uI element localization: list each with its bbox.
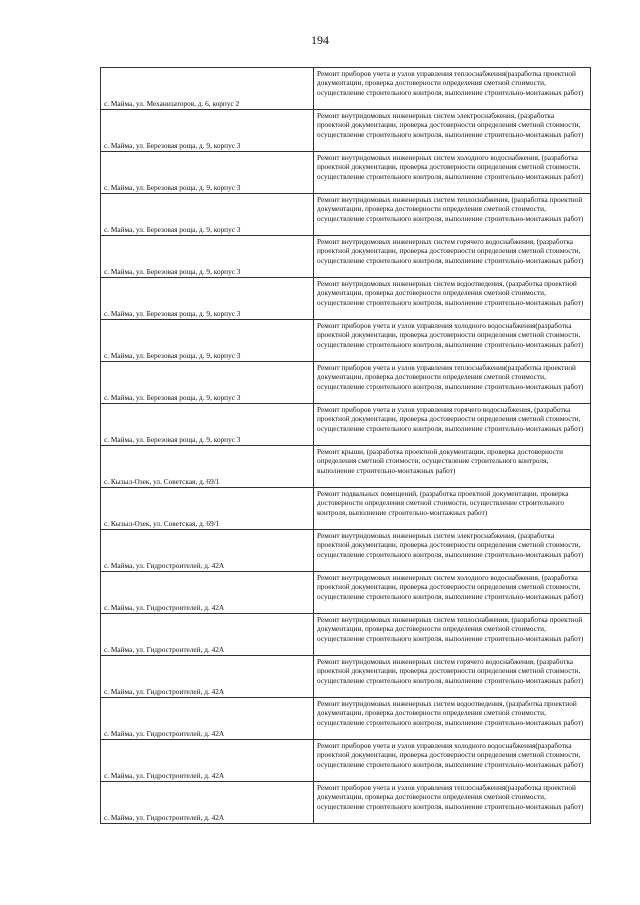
address-cell: с. Майма, ул. Березовая роща, д. 9, корпус 3 <box>101 236 314 278</box>
address-cell: с. Майма, ул. Березовая роща, д. 9, корпус 3 <box>101 362 314 404</box>
table-row <box>101 740 591 782</box>
work-description-cell: Ремонт внутридомовых инженерных систем водоотведения, (разработка проектной документации, проверка достоверности определения сметной стоимости, осуществление строительного контроля, выполнение строительно-монтажных работ) <box>314 278 591 320</box>
address-cell: с. Майма, ул. Гидростроителей, д. 42А <box>101 656 314 698</box>
table-row <box>101 530 591 572</box>
address-cell: с. Майма, ул. Березовая роща, д. 9, корпус 3 <box>101 110 314 152</box>
address-cell: с. Майма, ул. Березовая роща, д. 9, корпус 3 <box>101 404 314 446</box>
page-number: 194 <box>311 33 329 47</box>
table-row <box>101 362 591 404</box>
address-cell: с. Майма, ул. Березовая роща, д. 9, корпус 3 <box>101 320 314 362</box>
address-cell: с. Кызыл-Озек, ул. Советская, д. 69/1 <box>101 446 314 488</box>
table-row <box>101 320 591 362</box>
work-description-cell: Ремонт внутридомовых инженерных систем холодного водоснабжения, (разработка проектной документации, проверка достоверности определения сметной стоимости, осуществление строительного контроля, выполнение строительно-монтажных работ) <box>314 572 591 614</box>
table-row <box>101 698 591 740</box>
table-row <box>101 572 591 614</box>
table-row <box>101 110 591 152</box>
work-description-cell: Ремонт приборов учета и узлов управления теплоснабжения(разработка проектной документации, проверка достоверности определения сметной стоимости, осуществление строительного контроля, выполнение строительно-монтажных работ) <box>314 782 591 824</box>
work-description-cell: Ремонт приборов учета и узлов управления холодного водоснабжения(разработка проектной документации, проверка достоверности определения сметной стоимости, осуществление строительного контроля, выполнение строительно-монтажных работ) <box>314 740 591 782</box>
address-cell: с. Майма, ул. Механизаторов, д. 6, корпус 2 <box>101 68 314 110</box>
work-description-cell: Ремонт внутридомовых инженерных систем горячего водоснабжения, (разработка проектной документации, проверка достоверности определения сметной стоимости, осуществление строительного контроля, выполнение строительно-монтажных работ) <box>314 656 591 698</box>
table-row <box>101 152 591 194</box>
work-description-cell: Ремонт внутридомовых инженерных систем теплоснабжения, (разработка проектной документации, проверка достоверности определения сметной стоимости, осуществление строительного контроля, выполнение строительно-монтажных работ) <box>314 614 591 656</box>
address-cell: с. Майма, ул. Гидростроителей, д. 42А <box>101 698 314 740</box>
table-row <box>101 782 591 824</box>
address-cell: с. Майма, ул. Березовая роща, д. 9, корпус 3 <box>101 194 314 236</box>
table-row <box>101 404 591 446</box>
work-description-cell: Ремонт приборов учета и узлов управления холодного водоснабжения(разработка проектной документации, проверка достоверности определения сметной стоимости, осуществление строительного контроля, выполнение строительно-монтажных работ) <box>314 320 591 362</box>
work-description-cell: Ремонт внутридомовых инженерных систем электроснабжения, (разработка проектной документации, проверка достоверности определения сметной стоимости, осуществление строительного контроля, выполнение строительно-монтажных работ) <box>314 530 591 572</box>
works-table <box>100 67 591 824</box>
work-description-cell: Ремонт внутридомовых инженерных систем холодного водоснабжения, (разработка проектной документации, проверка достоверности определения сметной стоимости, осуществление строительного контроля, выполнение строительно-монтажных работ) <box>314 152 591 194</box>
address-cell: с. Майма, ул. Гидростроителей, д. 42А <box>101 782 314 824</box>
work-description-cell: Ремонт приборов учета и узлов управления теплоснабжения(разработка проектной документации, проверка достоверности определения сметной стоимости, осуществление строительного контроля, выполнение строительно-монтажных работ) <box>314 362 591 404</box>
work-description-cell: Ремонт внутридомовых инженерных систем теплоснабжения, (разработка проектной документации, проверка достоверности определения сметной стоимости, осуществление строительного контроля, выполнение строительно-монтажных работ) <box>314 194 591 236</box>
table-row <box>101 194 591 236</box>
work-description-cell: Ремонт приборов учета и узлов управления горячего водоснабжения, (разработка проектной документации, проверка достоверности определения сметной стоимости, осуществление строительного контроля, выполнение строительно-монтажных работ) <box>314 404 591 446</box>
work-description-cell: Ремонт приборов учета и узлов управления теплоснабжения(разработка проектной документации, проверка достоверности определения сметной стоимости, осуществление строительного контроля, выполнение строительно-монтажных работ) <box>314 68 591 110</box>
work-description-cell: Ремонт подвальных помещений, (разработка проектной документации, проверка достоверности определения сметной стоимости, осуществление строительного контроля, выполнение строительно-монтажных работ) <box>314 488 591 530</box>
table-row <box>101 446 591 488</box>
table-row <box>101 656 591 698</box>
work-description-cell: Ремонт внутридомовых инженерных систем электроснабжения, (разработка проектной документации, проверка достоверности определения сметной стоимости, осуществление строительного контроля, выполнение строительно-монтажных работ) <box>314 110 591 152</box>
address-cell: с. Майма, ул. Гидростроителей, д. 42А <box>101 614 314 656</box>
work-description-cell: Ремонт крыши, (разработка проектной документации, проверка достоверности определения сметной стоимости, осуществление строительного контроля, выполнение строительно-монтажных работ) <box>314 446 591 488</box>
address-cell: с. Майма, ул. Гидростроителей, д. 42А <box>101 530 314 572</box>
table-row <box>101 614 591 656</box>
table-row <box>101 488 591 530</box>
address-cell: с. Майма, ул. Березовая роща, д. 9, корпус 3 <box>101 278 314 320</box>
work-description-cell: Ремонт внутридомовых инженерных систем горячего водоснабжения, (разработка проектной документации, проверка достоверности определения сметной стоимости, осуществление строительного контроля, выполнение строительно-монтажных работ) <box>314 236 591 278</box>
table-row <box>101 278 591 320</box>
address-cell: с. Майма, ул. Березовая роща, д. 9, корпус 3 <box>101 152 314 194</box>
address-cell: с. Кызыл-Озек, ул. Советская, д. 69/1 <box>101 488 314 530</box>
table-row <box>101 68 591 110</box>
address-cell: с. Майма, ул. Гидростроителей, д. 42А <box>101 740 314 782</box>
table-row <box>101 236 591 278</box>
address-cell: с. Майма, ул. Гидростроителей, д. 42А <box>101 572 314 614</box>
work-description-cell: Ремонт внутридомовых инженерных систем водоотведения, (разработка проектной документации, проверка достоверности определения сметной стоимости, осуществление строительного контроля, выполнение строительно-монтажных работ) <box>314 698 591 740</box>
